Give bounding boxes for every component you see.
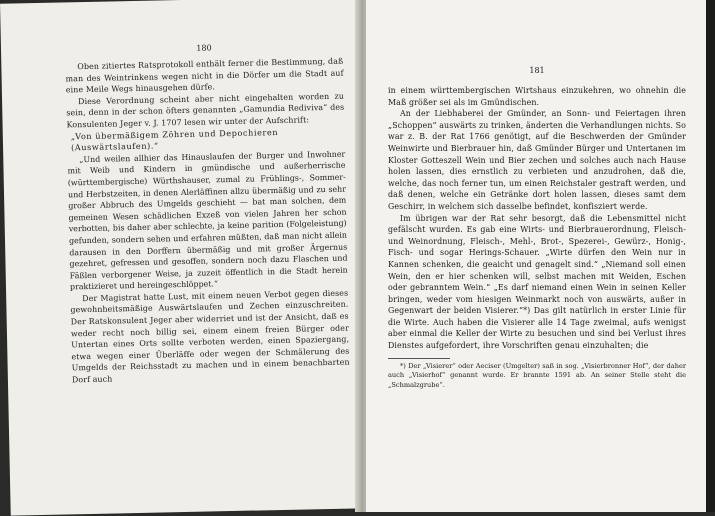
right-paragraph-3: Im übrigen war der Rat sehr besorgt, daß die Lebensmittel nicht gefälscht wurden. Es gab eine Wirts- und Bierbrauerordnung, Fleisch- und Weinordnung, Fleisch-, Mehl-, Brot-, Spezerei-, Gewürz-, Honig-, Fisch- und sogar Herings-Schauer. „Wirte dürfen den Wein nur in Kannen schenken, die geaicht und genagelt sind.“ „Niemand soll einen Wein, den er hier schenken will, selbst machen mit Weiden, Eschen oder gebranntem Wein.“ „Es darf niemand einen Wein in seinen Keller bringen, weder vom hiesigen Weinmarkt noch von auswärts, außer in Gegenwart der beiden Visierer.“*) Das gilt natürlich in erster Linie für die Wirte. Auch haben die Visierer alle 14 Tage zweimal, aufs wenigst aber einmal die Keller der Wirte zu besuchen und sind bei Verlust ihres Dienstes aufgefordert, ihre Vorschriften genau einzuhalten; die: [388, 213, 686, 351]
left-paragraph-2: Diese Verordnung scheint aber nicht eingehalten worden zu sein, denn in der schon öfters genannten „Gamundia Rediviva“ des Konsulenten Jeger v. J. 1707 lesen wir unter der Aufschrift:: [66, 91, 345, 130]
section-heading: „Von übermäßigem Zöhren und Depochieren (Auswärtslaufen).“: [70, 126, 279, 153]
right-paragraph-2: An der Liebhaberei der Gmünder, an Sonn- und Feiertagen ihren „Schoppen“ auswärts zu trinken, änderten die Verhandlungen nichts. So war z. B. der Rat 1766 genötigt, auf die Beschwerden der Gmünder Weinwirte und Bierbrauer hin, daß Gmünder Bürger und Untertanen im Kloster Gotteszell Wein und Bier zechen und solches auch nach Hause holen lassen, dies ernstlich zu verbieten und anzudrohen, daß die, welche, das noch ferner tun, um einen Reichstaler gestraft werden, und daß denen, welche ein Getränke dort holen lassen, dieses samt dem Geschirr, in welchem sich dasselbe befindet, konfisziert werde.: [388, 109, 686, 211]
right-page: [366, 0, 706, 512]
left-paragraph-1: Oben zitiertes Ratsprotokoll enthält ferner die Bestimmung, daß man des Weintrinkens wegen nicht in die Dörfer um die Stadt auf eine Meile Wegs hinausgehen dürfe.: [65, 56, 344, 95]
quoted-ordinance: „Und weilen allhier das Hinauslaufen der Burger und Inwohner mit Weib und Kindern in gmündische und außerherrische (württembergische) Würthshauser, zumal zu Frühlings-, Sommer- und Herbstzeiten, in denen Alerläffinen allzu übermäßig und zu sehr großer Abbruch des Umgelds geschieht — bat man solchen, dem gemeinen Wesen schädlichen Exzeß von vielen Jahren her schon verbotten, bis daher aber schlechte, ja keine parition (Folgeleistung) gefunden, sondern sehen und erfahren müßten, daß man nicht allein darausen in den Dorffern übermäßig und mit großer Ärgernus gezehret, gefressen und gesoffen, sondern noch dazu Flaschen und Fäßlen verborgener Weise, ja zuzeit öffentlich in die Stadt herein praktizieret und hereingeschlöppet.“: [67, 149, 348, 292]
left-page-number: 180: [196, 43, 212, 53]
right-page-number: 181: [529, 66, 545, 75]
right-paragraph-1: in einem württembergischen Wirtshaus einzukehren, wo ohnehin die Maß größer sei als im Gmündischen.: [388, 86, 686, 107]
footnote-rule: [388, 358, 450, 359]
footnote: *) Der „Visierer“ oder Aeciser (Umgelter) saß in sog. „Visierbronner Hof“, der daher auch „Visierhof“ genannt wurde. Er brannte 1591 ab. An seiner Stelle steht die „Schmalzgrube“.: [388, 361, 686, 389]
left-paragraph-3: Der Magistrat hatte Lust, mit einem neuen Verbot gegen dieses gewohnheitsmäßige Auswärtslaufen und Zechen einzuschreiten. Der Ratskonsulent Jeger aber widerriet und ist der Ansicht, daß es weder recht noch billig sei, einem einem freien Bürger oder Untertan eines Orts sollte verboten werden, einen Spaziergang, etwa wegen einer Überläffe oder wegen der Schmälerung des Umgelds der Reichsstadt zu machen und in einem benachbarten Dorf auch: [70, 288, 350, 385]
page-edge-shadow: [706, 0, 715, 512]
